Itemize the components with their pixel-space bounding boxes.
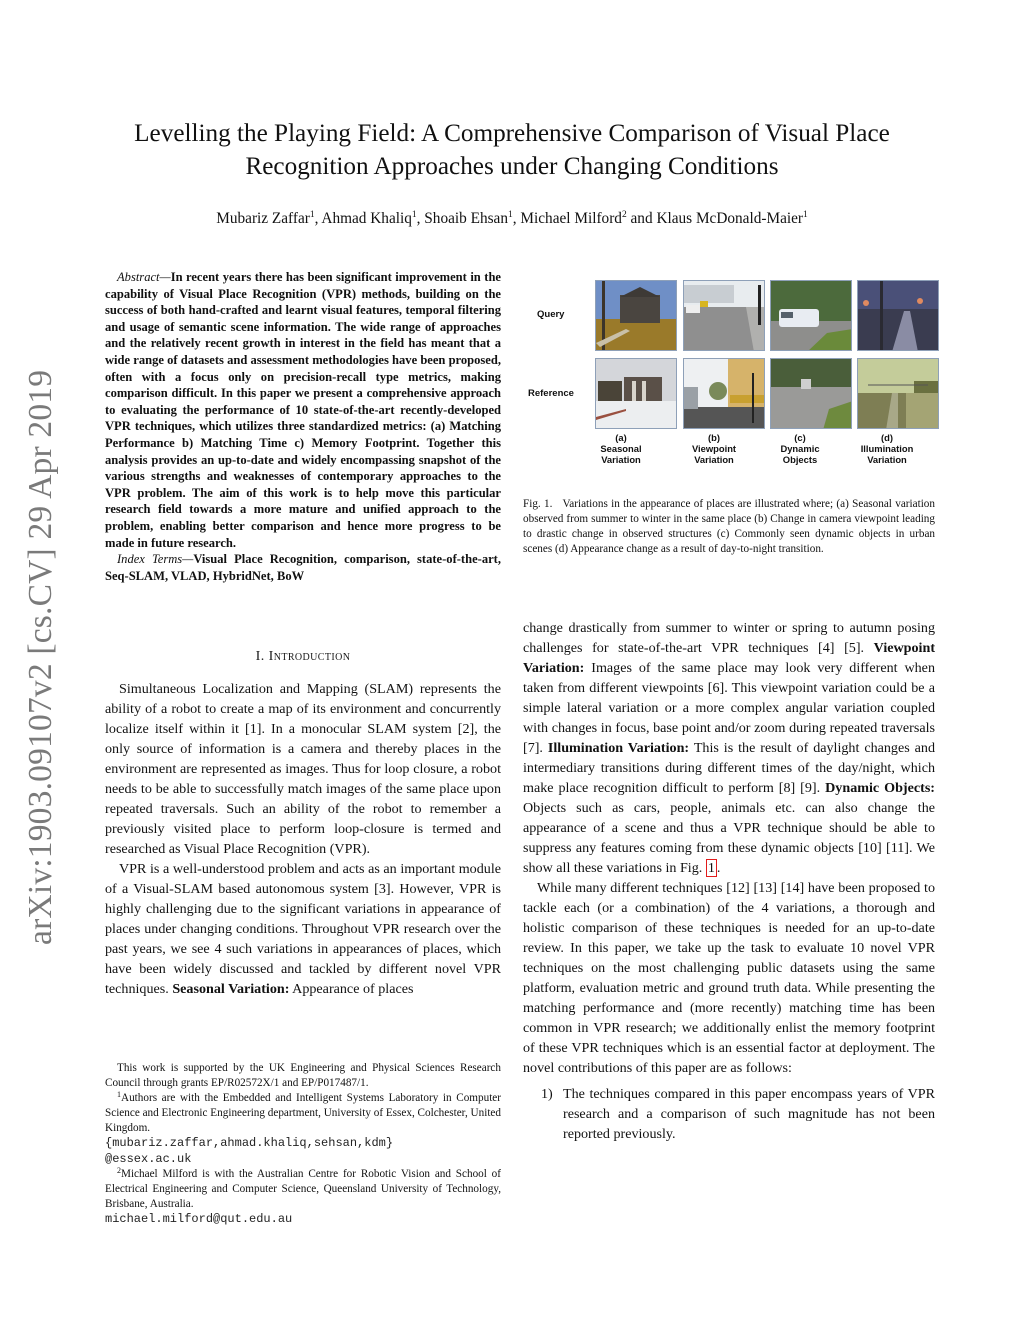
section-number: I. [255, 648, 265, 664]
viewpoint-street-image [684, 281, 765, 351]
author-name: Klaus McDonald-Maier [656, 210, 803, 227]
label-line: Variation [867, 453, 907, 465]
label-line: Variation [694, 453, 734, 465]
image-reference-seasonal [595, 358, 677, 429]
dynamic-empty-road-image [771, 359, 852, 429]
affiliation-footnote-2 [105, 1167, 501, 1227]
footnotes [105, 1061, 501, 1227]
section-heading-introduction [105, 648, 501, 665]
figure-reference-link[interactable]: 1 [707, 860, 715, 876]
viewpoint-street-image [684, 359, 765, 429]
affiliation-mark: 1 [411, 210, 417, 220]
title-line-2: Recognition Approaches under Changing Conditions [245, 153, 779, 180]
label-line: Viewpoint [691, 442, 737, 454]
list-text: The techniques compared in this paper encompass years of VPR research and a comparison of such magnitude has not been reported previously. [563, 1086, 935, 1142]
paragraph-text: This is the result of daylight changes and intermediary transitions during different times of the day/night, which make place recognition difficult to perform [8] [9]. [523, 740, 936, 796]
email-domain[interactable]: @essex.ac.uk [105, 1151, 192, 1166]
figure-number: Fig. 1. [523, 498, 553, 510]
paper-title [60, 117, 964, 183]
footnote-mark: 1 [117, 1090, 121, 1100]
funding-footnote: This work is supported by the UK Engineering and Physical Sciences Research Council through grants EP/R02572X/1 and EP/P017487/1. [105, 1062, 501, 1090]
row-label-query: Query [537, 309, 565, 320]
figure-1 [523, 276, 943, 476]
image-reference-viewpoint [683, 358, 765, 429]
email-address[interactable]: {mubariz.zaffar,ahmad.khaliq,sehsan,kdm} [105, 1136, 394, 1151]
image-query-dynamic [770, 280, 852, 351]
affiliation-footnote-1 [105, 1091, 501, 1166]
affiliation-mark: 1 [803, 210, 808, 220]
contribution-list-item [523, 1084, 935, 1144]
label-letter: (b) [708, 432, 720, 443]
label-line: Illumination [860, 442, 914, 454]
paragraph-text: Images of the same place may look very different when taken from different viewpoints [6]. This viewpoint variation could be a simple lateral variation or a more complex angular variation coupled with changes in focus, base point and/or zoom during repeated traversals [7]. [523, 660, 935, 756]
intro-right-column [523, 618, 935, 1144]
label-line: Seasonal [600, 442, 642, 454]
label-letter: (c) [794, 432, 806, 443]
separator: and [626, 210, 657, 227]
intro-paragraph-3: While many different techniques [12] [13] [14] have been proposed to tackle each (or a combination) of the 4 variations, a thorough and holistic comparison of these techniques is needed for an up-to-date review. In this paper, we take up the task to evaluate 10 novel VPR techniques on the most challenging public datasets using the same platform, evaluation metric and ground truth data. While presenting the matching performance and (more recently) matching time has been common in VPR research; we additionally enlist the memory footprint of these VPR techniques which is an essential factor at deployment. The novel contributions of this paper are as follows: [523, 880, 935, 1076]
intro-paragraph-1: Simultaneous Localization and Mapping (SLAM) represents the ability of a robot to create a map of its environment and concurrently localize itself within it [1]. In a monocular SLAM system [2], the only source of information is a camera and thereby places in the environment are represented as images. Thus for loop closure, a robot needs to be able to successfully match images of the same place upon repeated traversals. Such an ability of the robot to remember a previously visited place to perform loop-closure is termed and researched as Visual Place Recognition (VPR). [105, 681, 501, 857]
section-title: Introduction [268, 648, 351, 664]
dynamic-bus-image [771, 281, 852, 351]
em-dash: — [182, 552, 194, 567]
image-reference-dynamic [770, 358, 852, 429]
separator: , [314, 210, 322, 227]
term-viewpoint-variation: Viewpoint Variation: [523, 640, 936, 676]
paragraph-text: change drastically from summer to winter or spring to autumn posing challenges for state-of-the-art VPR techniques [4] [5]. [523, 620, 935, 656]
email-address[interactable]: michael.milford@qut.edu.au [105, 1211, 293, 1226]
row-label-reference: Reference [528, 388, 574, 399]
separator: , [416, 210, 425, 227]
footnote-text: Michael Milford is with the Australian Centre for Robotic Vision and School of Electrical Engineering and Computer Science, Queensland University of Technology, Brisbane, Australia. [105, 1167, 501, 1210]
intro-paragraph-2 [105, 859, 501, 999]
figure-caption [523, 497, 935, 557]
abstract-label: Abstract [117, 270, 160, 284]
author-name: Mubariz Zaffar [216, 210, 310, 227]
abstract [105, 269, 501, 584]
term-dynamic-objects: Dynamic Objects: [825, 780, 935, 796]
author-list [60, 210, 964, 228]
paragraph-text: Appearance of places [292, 981, 414, 997]
list-number: 1) [541, 1086, 553, 1102]
em-dash: — [159, 270, 171, 284]
affiliation-mark: 1 [309, 210, 315, 220]
author-name: Shoaib Ehsan [424, 210, 508, 227]
footnote-text: Authors are with the Embedded and Intelligent Systems Laboratory in Computer Science and Electronic Engineering department, University of Essex, Colchester, United Kingdom. [105, 1092, 501, 1135]
separator: , [512, 210, 521, 227]
intro-paragraph-2-continued [523, 618, 935, 878]
affiliation-mark: 1 [508, 210, 513, 220]
image-query-viewpoint [683, 280, 765, 351]
image-reference-illumination [857, 358, 939, 429]
footnote-mark: 2 [117, 1165, 121, 1175]
arxiv-identifier-stamp: arXiv:1903.09107v2 [cs.CV] 29 Apr 2019 [22, 369, 59, 945]
paragraph-text: VPR is a well-understood problem and acts as an important module of a Visual-SLAM based autonomous system [3]. However, VPR is highly challenging due to the significant variations in appearance of places under changing conditions. Throughout VPR research over the past years, we see 4 such variations in appearances of places, which have been widely discussed and tackled by different novel VPR techniques. [105, 861, 501, 997]
author-name: Ahmad Khaliq [321, 210, 412, 227]
punctuation: . [716, 860, 721, 876]
term-illumination-variation: Illumination Variation: [547, 740, 690, 756]
author-name: Michael Milford [520, 210, 622, 227]
figure-label-b [669, 433, 759, 465]
paragraph-text: Objects such as cars, people, animals etc. can also change the appearance of a scene and thus a VPR technique should be able to suppress any features coming from these dynamic objects [10] [11]. We show all these variations in Fig. [523, 800, 935, 876]
figure-label-a [576, 433, 666, 465]
label-letter: (a) [615, 432, 627, 443]
term-seasonal-variation: Seasonal Variation: [172, 981, 290, 997]
figure-label-c [755, 433, 845, 465]
label-line: Variation [601, 453, 641, 465]
index-terms-label: Index Terms [117, 552, 183, 567]
image-query-illumination [857, 280, 939, 351]
title-line-1: Levelling the Playing Field: A Comprehensive Comparison of Visual Place [134, 120, 890, 147]
affiliation-mark: 2 [621, 210, 627, 220]
figure-label-d [842, 433, 932, 465]
caption-text: Variations in the appearance of places are illustrated where; (a) Seasonal variation observed from summer to winter in the same place (b) Change in camera viewpoint leading to drastic change in observed structures (c) Commonly seen dynamic objects in urban scenes (d) Appearance change as a result of day-to-night transition. [523, 498, 935, 556]
seasonal-winter-house-image [596, 359, 677, 429]
illumination-night-rail-image [858, 281, 939, 351]
image-query-seasonal [595, 280, 677, 351]
label-line: Dynamic [780, 442, 820, 454]
intro-left-column [105, 679, 501, 999]
seasonal-summer-house-image [596, 281, 677, 351]
index-terms: Visual Place Recognition, comparison, state-of-the-art, Seq-SLAM, VLAD, HybridNet, BoW [105, 552, 501, 583]
illumination-day-rail-image [858, 359, 939, 429]
label-letter: (d) [881, 432, 893, 443]
label-line: Objects [782, 453, 818, 465]
abstract-text: In recent years there has been significant improvement in the capability of Visual Place Recognition (VPR) methods, building on the success of both hand-crafted and learnt visual features, temporal filtering and usage of semantic scene information. The wide range of approaches and the relatively recent growth in interest in the field has meant that a wide range of datasets and assessment methodologies have been proposed, often with a focus only on precision-recall type metrics, making comparison difficult. In this paper we present a comprehensive approach to evaluating the performance of 10 state-of-the-art recently-developed VPR techniques, which utilizes three standardized metrics: (a) Matching Performance b) Matching Time c) Memory Footprint. Together this analysis provides an up-to-date and widely encompassing snapshot of the various strengths and weaknesses of contemporary approaches to the VPR problem. The aim of this work is to help move this particular research field towards a more mature and unified approach to the problem, enabling better comparison and hence more progress to be made in future research. [105, 270, 501, 550]
